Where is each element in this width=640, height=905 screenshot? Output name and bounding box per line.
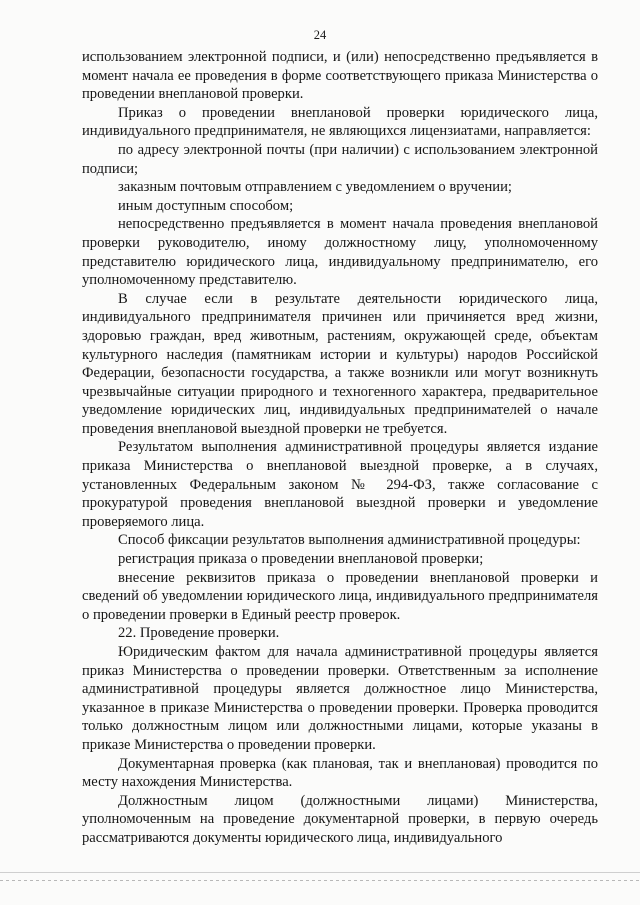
paragraph: непосредственно предъявляется в момент начала проведения внеплановой проверки руководителю, иному должностному лицу, уполномоченному представителю юридического лица, индивидуальному предпринимателю, его уполномоченному представителю. bbox=[82, 216, 598, 289]
paragraph: по адресу электронной почты (при наличии) с использованием электронной подписи; bbox=[82, 141, 598, 177]
section-heading: 22. Проведение проверки. bbox=[118, 625, 280, 642]
document-body bbox=[82, 48, 598, 848]
scan-edge-dashes bbox=[0, 880, 640, 881]
paragraph: Документарная проверка (как плановая, так и внеплановая) проводится по месту нахождения Министерства. bbox=[82, 755, 598, 791]
paragraph: Результатом выполнения административной процедуры является издание приказа Министерства о внеплановой выездной проверке, а в случаях, установленных Федеральным законом № 294-ФЗ, также согласование с прокуратурой проведения внеплановой выездной проверки и уведомление проверяемого лица. bbox=[82, 439, 598, 530]
paragraph: иным доступным способом; bbox=[118, 197, 294, 214]
paragraph: регистрация приказа о проведении внеплановой проверки; bbox=[118, 551, 484, 568]
paragraph: внесение реквизитов приказа о проведении внеплановой проверки и сведений об уведомлении юридического лица, индивидуального предпринимателя о проведении проверки в Единый реестр проверок. bbox=[82, 569, 598, 623]
paragraph: Юридическим фактом для начала административной процедуры является приказ Министерства о проведении проверки. Ответственным за исполнение административной процедуры является должностное лицо Министерства, указанное в приказе Министерства о проведении проверки. Проверка проводится только должностным лицом или должностными лицами, которые указаны в приказе Министерства о проведении проверки. bbox=[82, 644, 598, 753]
paragraph: Способ фиксации результатов выполнения административной процедуры: bbox=[118, 532, 581, 549]
paragraph: заказным почтовым отправлением с уведомлением о вручении; bbox=[118, 179, 512, 196]
paragraph: Должностным лицом (должностными лицами) Министерства, уполномоченным на проведение документарной проверки, в первую очередь рассматриваются документы юридического лица, индивидуального bbox=[82, 792, 598, 846]
scan-edge-line bbox=[0, 872, 640, 873]
paragraph: использованием электронной подписи, и (или) непосредственно предъявляется в момент начала ее проведения в форме соответствующего приказа Министерства о проведении внеплановой проверки. bbox=[82, 49, 598, 103]
paragraph: В случае если в результате деятельности юридического лица, индивидуального предпринимателя причинен или причиняется вред жизни, здоровью граждан, вред животным, растениям, окружающей среде, объектам культурного наследия (памятникам истории и культуры) народов Российской Федерации, безопасности государства, а также возникли или могут возникнуть чрезвычайные ситуации природного и техногенного характера, предварительное уведомление юридических лиц, индивидуальных предпринимателей о начале проведения внеплановой выездной проверки не требуется. bbox=[82, 290, 598, 437]
page-number: 24 bbox=[313, 28, 327, 42]
paragraph: Приказ о проведении внеплановой проверки юридического лица, индивидуального предпринимателя, не являющихся лицензиатами, направляется: bbox=[82, 104, 598, 140]
